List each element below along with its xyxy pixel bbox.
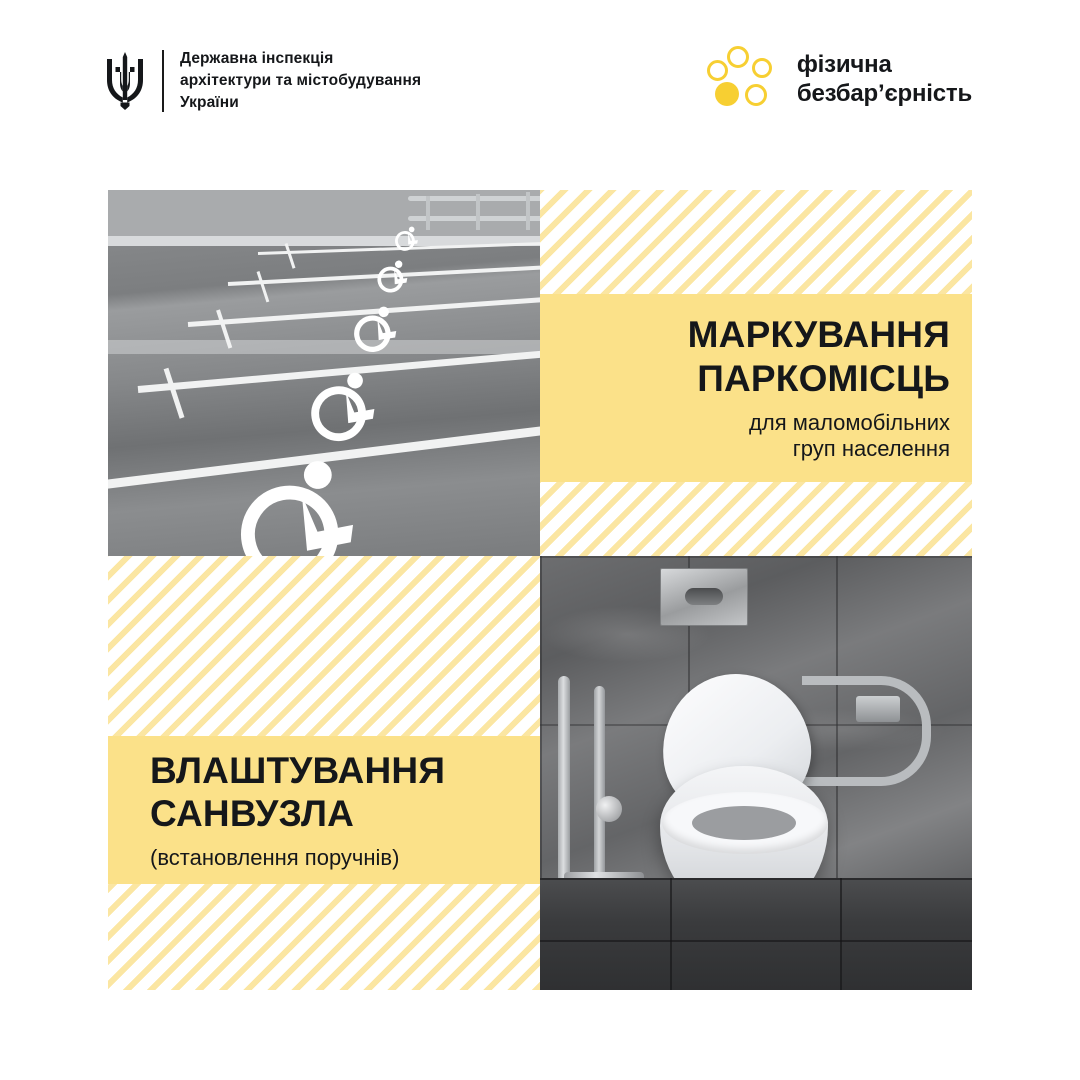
brand-line-2: безбар’єрність	[796, 80, 972, 107]
toilet-seat-opening	[692, 806, 796, 840]
parking-title	[688, 313, 950, 400]
restroom-subtitle	[150, 845, 399, 871]
wheelchair-symbol-icon	[203, 445, 394, 556]
parking-title-line-2: ПАРКОМІСЦЬ	[697, 357, 950, 399]
restroom-subtitle-line-1: (встановлення поручнів)	[150, 845, 400, 871]
parking-photo	[108, 190, 540, 556]
restroom-photo	[540, 556, 972, 990]
parking-subtitle-line-1: для маломобільних	[749, 409, 950, 435]
wheelchair-symbol-icon	[341, 301, 412, 358]
restroom-caption-card	[108, 736, 540, 884]
parking-lot-surface	[108, 190, 540, 556]
flush-button	[685, 588, 723, 605]
wheelchair-symbol-icon	[290, 364, 397, 452]
floor	[540, 878, 972, 990]
flush-plate	[660, 568, 748, 626]
ministry-line-2: архітектури та містобудування	[180, 72, 422, 89]
wheelchair-symbol-icon	[368, 257, 418, 297]
grab-bar-right	[802, 676, 931, 786]
restroom-title-line-2: САНВУЗЛА	[150, 792, 355, 834]
brand-line-1: фізична	[796, 50, 892, 78]
parking-subtitle	[749, 410, 950, 463]
restroom-title-line-1: ВЛАШТУВАННЯ	[150, 749, 446, 791]
wall-valve	[596, 796, 622, 822]
parking-title-line-1: МАРКУВАННЯ	[687, 314, 950, 356]
parking-caption-card	[540, 294, 972, 482]
parking-subtitle-line-2: груп населення	[792, 436, 950, 462]
wheelchair-symbol-icon	[389, 224, 426, 253]
ministry-line-3: України	[180, 94, 239, 111]
restroom-title	[150, 749, 445, 836]
ministry-line-1: Державна інспекція	[180, 50, 334, 67]
